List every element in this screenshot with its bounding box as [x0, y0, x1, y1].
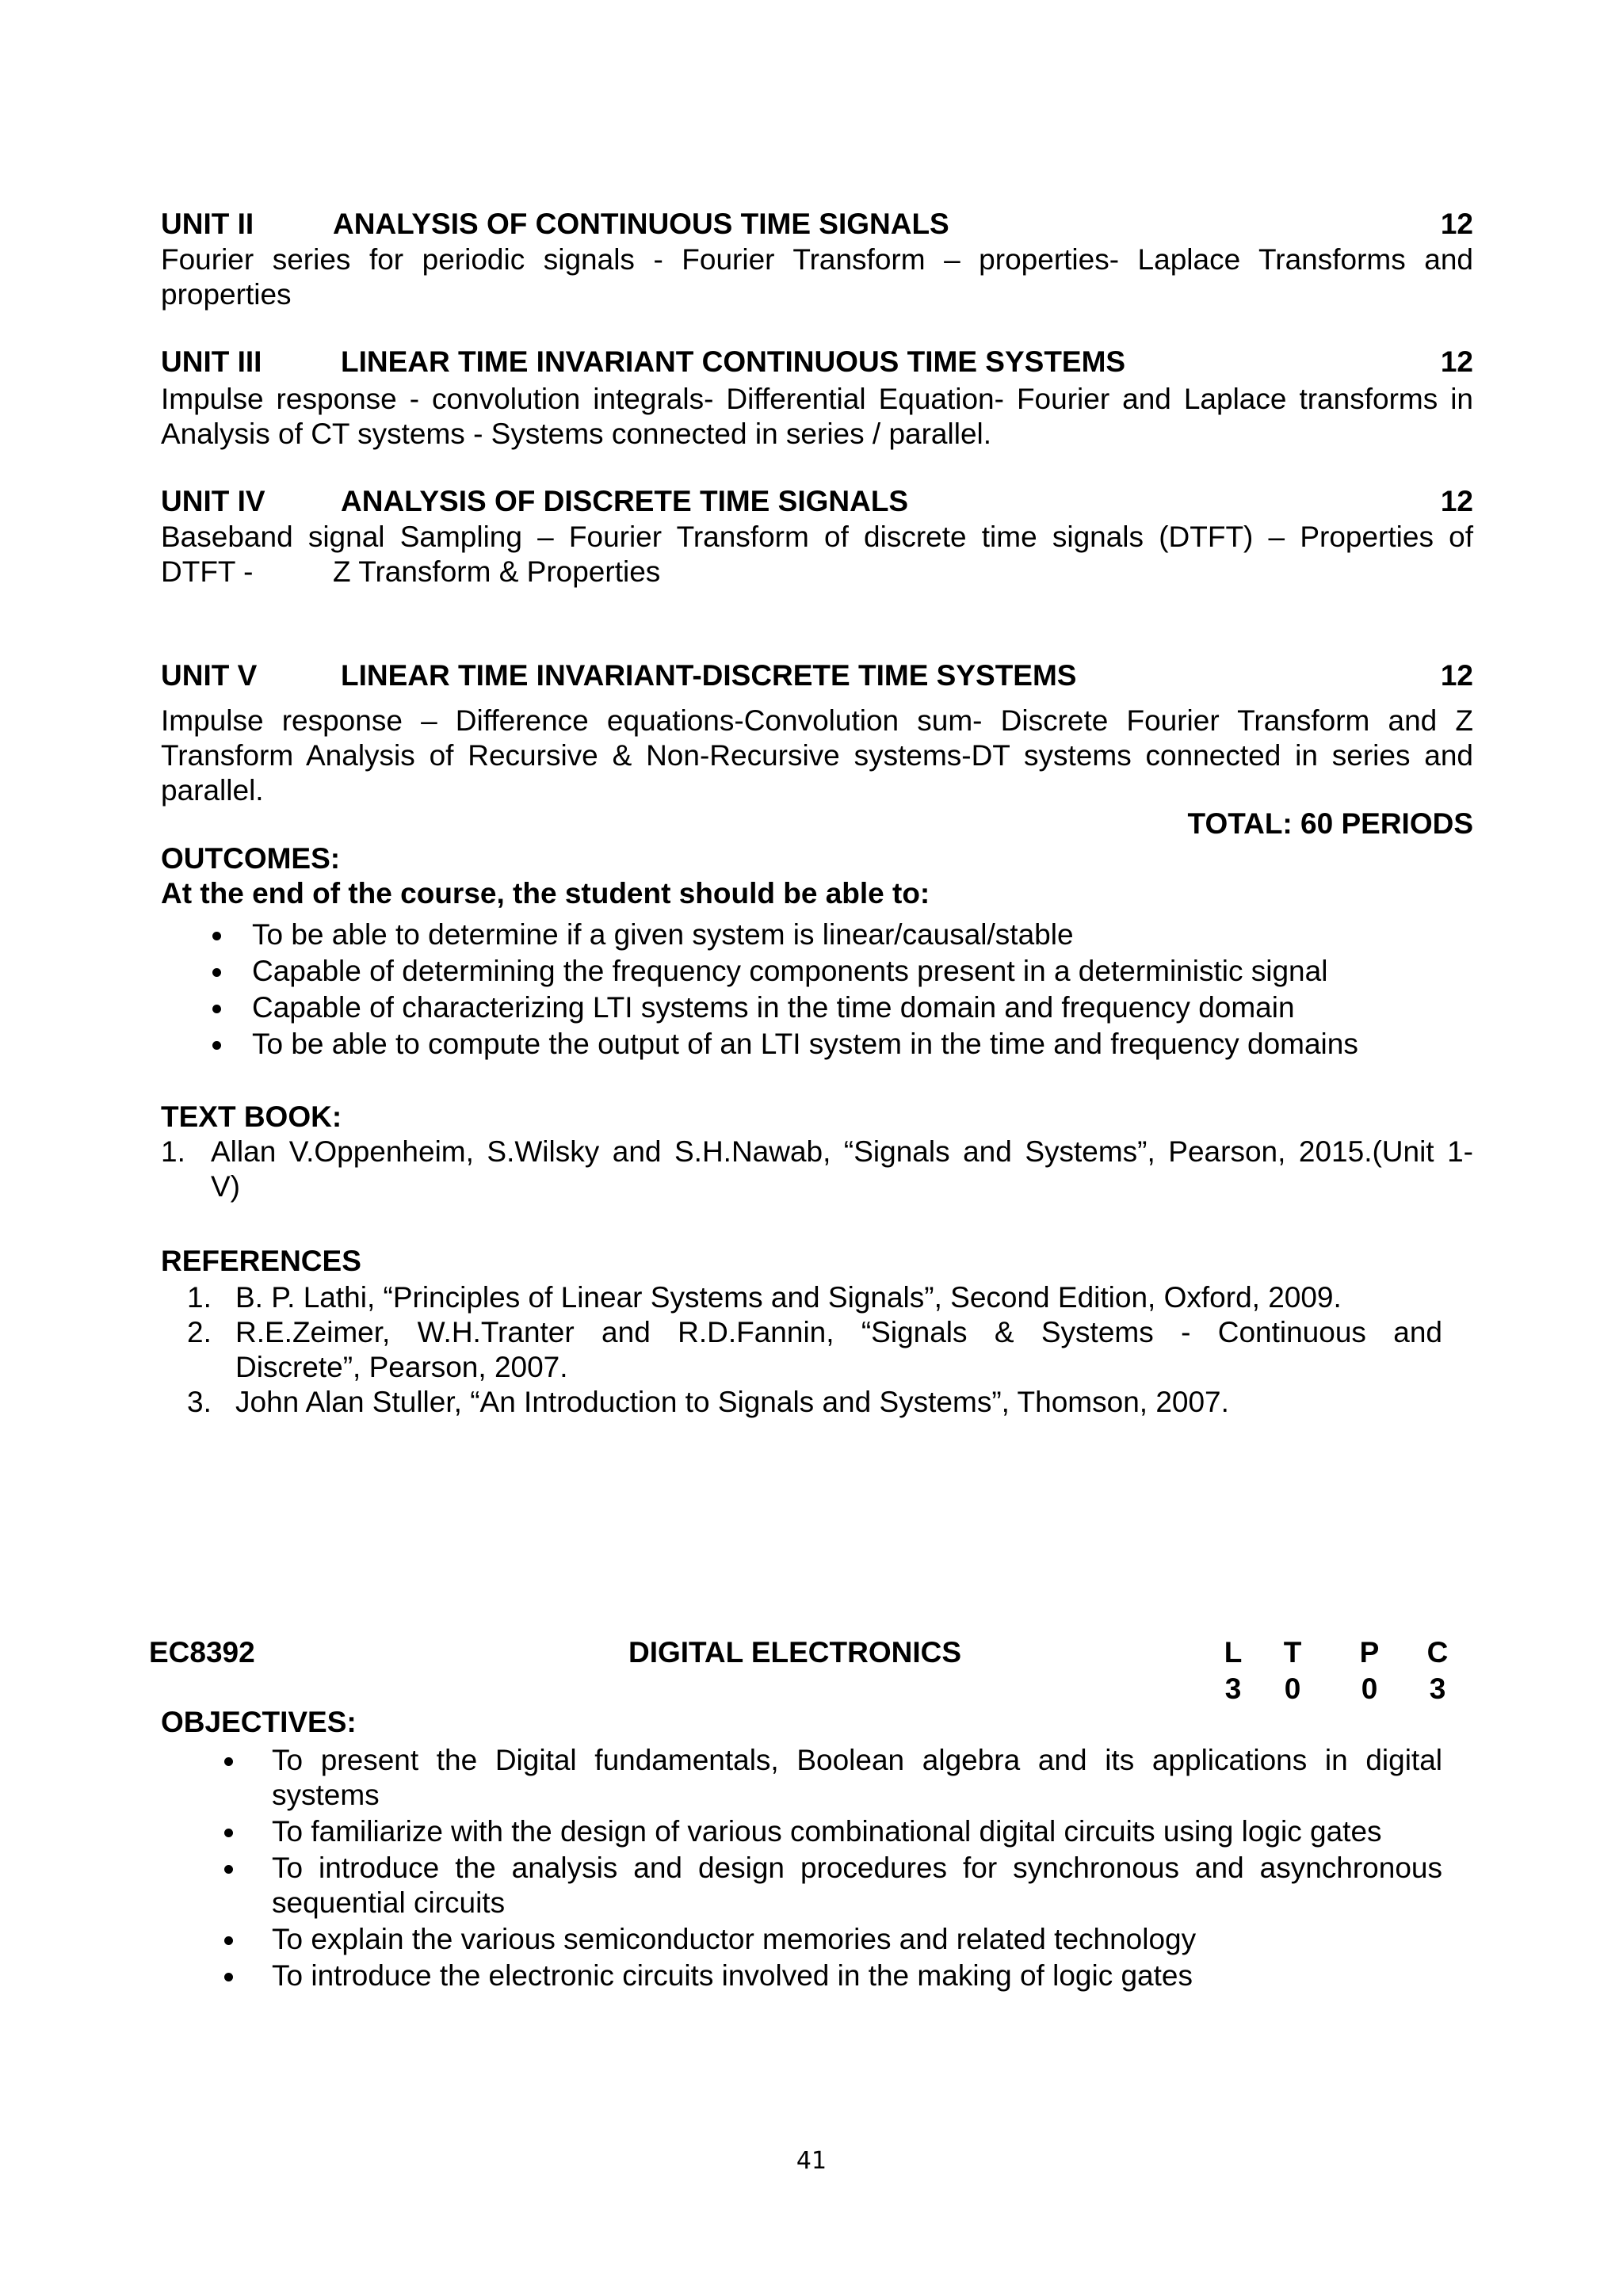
unit-2-heading	[161, 208, 1473, 242]
list-item: To introduce the analysis and design procedures for synchronous and asynchronous	[272, 1852, 1442, 1884]
bullet-icon	[212, 932, 221, 940]
references-heading: REFERENCES	[161, 1245, 361, 1277]
bullet-icon	[224, 1757, 233, 1766]
bullet-icon	[212, 1041, 221, 1050]
unit-hours: 12	[1440, 345, 1473, 378]
textbook-line: Allan V.Oppenheim, S.Wilsky and S.H.Nawab, “Signals and Systems”, Pearson, 2015.(Unit 1-	[211, 1135, 1473, 1168]
unit-4-text-line: DTFT -	[161, 555, 254, 588]
bullet-icon	[212, 968, 221, 977]
outcomes-heading: OUTCOMES:	[161, 842, 341, 875]
ltpc-value: 0	[1284, 1672, 1301, 1705]
list-item: To familiarize with the design of various combinational digital circuits using logic gates	[272, 1815, 1382, 1848]
bullet-icon	[224, 1865, 233, 1874]
unit-5-text-line: Impulse response – Difference equations-Convolution sum- Discrete Fourier Transform and Z	[161, 704, 1473, 737]
unit-4-heading	[161, 485, 1473, 520]
bullet-icon	[212, 1005, 221, 1013]
list-item-continued: systems	[272, 1779, 380, 1811]
ltpc-label: P	[1359, 1636, 1380, 1669]
list-item: To introduce the electronic circuits involved in the making of logic gates	[272, 1959, 1193, 1992]
textbook-heading: TEXT BOOK:	[161, 1100, 342, 1133]
course-code: EC8392	[149, 1636, 255, 1669]
outcomes-intro: At the end of the course, the student should be able to:	[161, 877, 930, 910]
unit-3-text-line: Analysis of CT systems - Systems connected in series / parallel.	[161, 418, 992, 450]
unit-3-text-line: Impulse response - convolution integrals- Differential Equation- Fourier and Laplace transforms in	[161, 383, 1473, 415]
list-item-continued: sequential circuits	[272, 1886, 506, 1919]
unit-label: UNIT III	[161, 345, 262, 378]
unit-3-heading	[161, 345, 1473, 380]
unit-4-text-line: Z Transform & Properties	[333, 555, 661, 588]
reference-line: John Alan Stuller, “An Introduction to Signals and Systems”, Thomson, 2007.	[235, 1386, 1229, 1418]
bullet-icon	[224, 1936, 233, 1945]
ltpc-label: C	[1426, 1636, 1449, 1669]
list-item: To be able to determine if a given system is linear/causal/stable	[252, 918, 1074, 951]
reference-number: 1.	[187, 1281, 212, 1314]
unit-5-text-line: parallel.	[161, 774, 264, 807]
course-title: DIGITAL ELECTRONICS	[628, 1636, 962, 1669]
unit-5-text-line: Transform Analysis of Recursive & Non-Recursive systems-DT systems connected in series and	[161, 739, 1473, 772]
unit-hours: 12	[1440, 208, 1473, 240]
list-item: To present the Digital fundamentals, Boolean algebra and its applications in digital	[272, 1744, 1442, 1776]
list-item: Capable of characterizing LTI systems in the time domain and frequency domain	[252, 991, 1295, 1024]
unit-2-text-line: Fourier series for periodic signals - Fourier Transform – properties- Laplace Transforms and	[161, 243, 1473, 276]
unit-4-text-line: Baseband signal Sampling – Fourier Transform of discrete time signals (DTFT) – Properties of	[161, 521, 1473, 553]
ltpc-value: 3	[1429, 1672, 1446, 1705]
reference-number: 2.	[187, 1316, 212, 1348]
unit-5-heading	[161, 659, 1473, 694]
list-item: Capable of determining the frequency components present in a deterministic signal	[252, 955, 1328, 987]
unit-title: ANALYSIS OF CONTINUOUS TIME SIGNALS	[333, 208, 949, 240]
ltpc-label: L	[1224, 1636, 1243, 1669]
unit-hours: 12	[1440, 485, 1473, 517]
unit-title: ANALYSIS OF DISCRETE TIME SIGNALS	[341, 485, 909, 517]
ltpc-label: T	[1283, 1636, 1302, 1669]
textbook-number: 1.	[161, 1135, 185, 1168]
total-periods: TOTAL: 60 PERIODS	[1187, 807, 1473, 840]
ltpc-value: 0	[1361, 1672, 1378, 1705]
unit-label: UNIT IV	[161, 485, 265, 517]
objectives-heading: OBJECTIVES:	[161, 1706, 357, 1738]
reference-number: 3.	[187, 1386, 212, 1418]
reference-line: R.E.Zeimer, W.H.Tranter and R.D.Fannin, “Signals & Systems - Continuous and	[235, 1316, 1442, 1348]
reference-line: Discrete”, Pearson, 2007.	[235, 1351, 568, 1383]
page-number: 41	[796, 2147, 827, 2175]
list-item: To explain the various semiconductor memories and related technology	[272, 1923, 1197, 1955]
reference-line: B. P. Lathi, “Principles of Linear Systems and Signals”, Second Edition, Oxford, 2009.	[235, 1281, 1342, 1314]
bullet-icon	[224, 1829, 233, 1837]
unit-label: UNIT V	[161, 659, 258, 692]
unit-2-text-line: properties	[161, 278, 292, 311]
bullet-icon	[224, 1973, 233, 1981]
unit-title: LINEAR TIME INVARIANT CONTINUOUS TIME SYSTEMS	[341, 345, 1126, 378]
list-item: To be able to compute the output of an LTI system in the time and frequency domains	[252, 1028, 1358, 1060]
unit-hours: 12	[1440, 659, 1473, 692]
unit-title: LINEAR TIME INVARIANT-DISCRETE TIME SYSTEMS	[341, 659, 1077, 692]
ltpc-value: 3	[1224, 1672, 1242, 1705]
textbook-line: V)	[211, 1170, 240, 1203]
unit-label: UNIT II	[161, 208, 254, 240]
